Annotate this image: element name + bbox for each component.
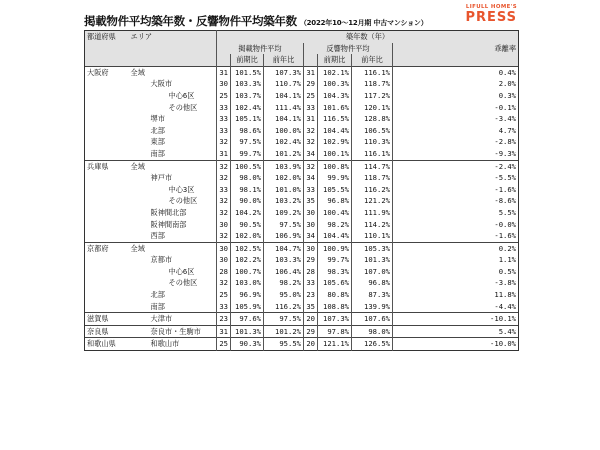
gap-cell: -10.1% xyxy=(405,313,519,326)
col-response-yoy: 前年比 xyxy=(352,54,393,66)
col-response-qoq: 前期比 xyxy=(318,54,352,66)
response-yoy-cell: 139.9% xyxy=(352,301,393,313)
response-qoq-cell: 102.1% xyxy=(318,66,352,78)
pref-cell: 滋賀県 xyxy=(85,313,129,326)
area-cell: 全域 xyxy=(129,242,217,254)
gap-cell: -3.8% xyxy=(405,277,519,289)
listed-years-cell: 25 xyxy=(217,289,231,301)
listed-yoy-cell: 107.3% xyxy=(264,66,304,78)
pref-cell xyxy=(85,230,129,242)
listed-yoy-cell: 109.2% xyxy=(264,207,304,219)
listed-qoq-cell: 100.5% xyxy=(231,160,264,172)
gap-cell: 0.4% xyxy=(405,66,519,78)
col-listed: 掲載物件平均 xyxy=(217,43,304,55)
pref-cell xyxy=(85,207,129,219)
area-cell: 神戸市 xyxy=(150,173,173,183)
table-row xyxy=(85,230,519,242)
gap-cell: 4.7% xyxy=(405,125,519,137)
spacer-cell xyxy=(393,172,405,184)
listed-qoq-cell: 90.3% xyxy=(231,338,264,351)
listed-years-cell: 31 xyxy=(217,325,231,338)
gap-cell: 11.8% xyxy=(405,289,519,301)
response-years-cell: 32 xyxy=(304,125,318,137)
response-years-cell: 32 xyxy=(304,160,318,172)
listed-qoq-cell: 96.9% xyxy=(231,289,264,301)
listed-qoq-cell: 101.5% xyxy=(231,66,264,78)
response-qoq-cell: 104.4% xyxy=(318,125,352,137)
listed-yoy-cell: 104.1% xyxy=(264,90,304,102)
listed-qoq-cell: 102.2% xyxy=(231,254,264,266)
pref-cell xyxy=(85,219,129,231)
response-years-cell: 30 xyxy=(304,219,318,231)
table-row xyxy=(85,301,519,313)
listed-yoy-cell: 101.0% xyxy=(264,184,304,196)
response-yoy-cell: 107.0% xyxy=(352,266,393,278)
listed-yoy-cell: 104.1% xyxy=(264,113,304,125)
listed-qoq-cell: 98.1% xyxy=(231,184,264,196)
listed-years-cell: 31 xyxy=(217,148,231,160)
listed-qoq-cell: 102.4% xyxy=(231,102,264,114)
spacer-cell xyxy=(393,254,405,266)
listed-yoy-cell: 97.5% xyxy=(264,313,304,326)
building-age-table xyxy=(84,30,519,351)
pref-cell xyxy=(85,195,129,207)
pref-cell: 京都府 xyxy=(85,242,129,254)
response-qoq-cell: 121.1% xyxy=(318,338,352,351)
area-cell: 京都市 xyxy=(150,255,173,265)
listed-qoq-cell: 102.5% xyxy=(231,242,264,254)
response-years-cell: 33 xyxy=(304,184,318,196)
table-row xyxy=(85,90,519,102)
response-yoy-cell: 121.2% xyxy=(352,195,393,207)
listed-yoy-cell: 98.2% xyxy=(264,277,304,289)
response-yoy-cell: 96.8% xyxy=(352,277,393,289)
area-cell: 南部 xyxy=(150,301,165,311)
listed-qoq-cell: 99.7% xyxy=(231,148,264,160)
response-years-cell: 30 xyxy=(304,207,318,219)
response-years-cell: 35 xyxy=(304,301,318,313)
gap-cell: -5.5% xyxy=(405,172,519,184)
response-yoy-cell: 114.7% xyxy=(352,160,393,172)
listed-qoq-cell: 97.5% xyxy=(231,136,264,148)
col-area: エリア xyxy=(130,32,153,41)
listed-qoq-cell: 105.1% xyxy=(231,113,264,125)
gap-cell: -10.0% xyxy=(405,338,519,351)
pref-cell: 大阪府 xyxy=(85,66,129,78)
listed-yoy-cell: 110.7% xyxy=(264,78,304,90)
listed-years-cell: 33 xyxy=(217,113,231,125)
response-years-cell: 33 xyxy=(304,277,318,289)
response-qoq-cell: 104.3% xyxy=(318,90,352,102)
gap-cell: -9.3% xyxy=(405,148,519,160)
spacer-cell xyxy=(393,90,405,102)
response-qoq-cell: 80.8% xyxy=(318,289,352,301)
response-years-cell: 34 xyxy=(304,148,318,160)
listed-qoq-cell: 103.0% xyxy=(231,277,264,289)
response-years-cell: 20 xyxy=(304,313,318,326)
gap-cell: -0.1% xyxy=(405,102,519,114)
response-qoq-cell: 108.8% xyxy=(318,301,352,313)
pref-cell xyxy=(85,148,129,160)
response-yoy-cell: 116.2% xyxy=(352,184,393,196)
spacer-cell xyxy=(393,277,405,289)
spacer-cell xyxy=(393,78,405,90)
pref-cell xyxy=(85,136,129,148)
response-yoy-cell: 105.3% xyxy=(352,242,393,254)
area-cell: 大津市 xyxy=(129,313,217,326)
response-qoq-cell: 105.6% xyxy=(318,277,352,289)
pref-cell xyxy=(85,277,129,289)
spacer-cell xyxy=(393,313,405,326)
listed-qoq-cell: 98.6% xyxy=(231,125,264,137)
table-row xyxy=(85,184,519,196)
response-yoy-cell: 107.6% xyxy=(352,313,393,326)
area-cell: 全域 xyxy=(129,160,217,172)
page-subtitle: （2022年10～12月期 中古マンション） xyxy=(299,19,428,27)
listed-years-cell: 33 xyxy=(217,184,231,196)
response-yoy-cell: 116.1% xyxy=(352,148,393,160)
response-yoy-cell: 118.7% xyxy=(352,172,393,184)
gap-cell: 1.1% xyxy=(405,254,519,266)
table-row xyxy=(85,242,519,254)
response-yoy-cell: 106.5% xyxy=(352,125,393,137)
area-cell: 阪神間北部 xyxy=(150,207,187,217)
spacer-cell xyxy=(393,289,405,301)
response-yoy-cell: 120.1% xyxy=(352,102,393,114)
table-row xyxy=(85,325,519,338)
col-listed-yoy: 前年比 xyxy=(264,54,304,66)
pref-cell: 和歌山県 xyxy=(85,338,129,351)
response-yoy-cell: 116.1% xyxy=(352,66,393,78)
listed-years-cell: 30 xyxy=(217,78,231,90)
listed-years-cell: 30 xyxy=(217,219,231,231)
pref-cell xyxy=(85,125,129,137)
response-yoy-cell: 110.1% xyxy=(352,230,393,242)
table-row xyxy=(85,78,519,90)
brand-logo xyxy=(455,4,517,24)
response-qoq-cell: 100.9% xyxy=(318,242,352,254)
listed-yoy-cell: 101.2% xyxy=(264,325,304,338)
pref-cell xyxy=(85,254,129,266)
spacer-cell xyxy=(393,102,405,114)
col-listed-qoq: 前期比 xyxy=(231,54,264,66)
gap-cell: -0.0% xyxy=(405,219,519,231)
response-yoy-cell: 126.5% xyxy=(352,338,393,351)
spacer-cell xyxy=(393,301,405,313)
gap-cell: 5.5% xyxy=(405,207,519,219)
spacer-cell xyxy=(393,136,405,148)
response-qoq-cell: 107.3% xyxy=(318,313,352,326)
page-title: 掲載物件平均築年数・反響物件平均築年数 xyxy=(84,14,297,28)
gap-cell: -2.8% xyxy=(405,136,519,148)
area-cell: 全域 xyxy=(129,66,217,78)
response-qoq-cell: 105.5% xyxy=(318,184,352,196)
response-years-cell: 34 xyxy=(304,230,318,242)
response-years-cell: 25 xyxy=(304,90,318,102)
table-row xyxy=(85,254,519,266)
listed-years-cell: 25 xyxy=(217,90,231,102)
response-qoq-cell: 99.9% xyxy=(318,172,352,184)
gap-cell: 2.0% xyxy=(405,78,519,90)
table-row xyxy=(85,266,519,278)
spacer-cell xyxy=(393,113,405,125)
response-qoq-cell: 99.7% xyxy=(318,254,352,266)
spacer-cell xyxy=(393,207,405,219)
gap-cell: 0.5% xyxy=(405,266,519,278)
gap-cell: -3.4% xyxy=(405,113,519,125)
table-row xyxy=(85,207,519,219)
pref-cell xyxy=(85,184,129,196)
table-row xyxy=(85,172,519,184)
listed-qoq-cell: 102.0% xyxy=(231,230,264,242)
col-response: 反響物件平均 xyxy=(304,43,393,55)
response-yoy-cell: 111.9% xyxy=(352,207,393,219)
listed-years-cell: 33 xyxy=(217,125,231,137)
response-years-cell: 33 xyxy=(304,102,318,114)
area-cell: 堺市 xyxy=(150,114,165,124)
listed-yoy-cell: 102.4% xyxy=(264,136,304,148)
response-years-cell: 34 xyxy=(304,172,318,184)
response-yoy-cell: 98.0% xyxy=(352,325,393,338)
pref-cell xyxy=(85,289,129,301)
listed-years-cell: 32 xyxy=(217,230,231,242)
response-years-cell: 31 xyxy=(304,113,318,125)
response-yoy-cell: 101.3% xyxy=(352,254,393,266)
area-cell: 中心6区 xyxy=(168,266,195,276)
listed-years-cell: 32 xyxy=(217,277,231,289)
pref-cell: 奈良県 xyxy=(85,325,129,338)
response-years-cell: 35 xyxy=(304,195,318,207)
gap-cell: -1.6% xyxy=(405,184,519,196)
table-row xyxy=(85,102,519,114)
listed-qoq-cell: 100.7% xyxy=(231,266,264,278)
listed-yoy-cell: 104.7% xyxy=(264,242,304,254)
listed-years-cell: 32 xyxy=(217,172,231,184)
gap-cell: -8.6% xyxy=(405,195,519,207)
listed-qoq-cell: 98.0% xyxy=(231,172,264,184)
logo-big-text: PRESS xyxy=(465,10,517,25)
listed-qoq-cell: 104.2% xyxy=(231,207,264,219)
area-cell: 大阪市 xyxy=(150,79,173,89)
listed-qoq-cell: 97.6% xyxy=(231,313,264,326)
response-qoq-cell: 100.1% xyxy=(318,148,352,160)
response-qoq-cell: 98.2% xyxy=(318,219,352,231)
response-qoq-cell: 100.8% xyxy=(318,160,352,172)
listed-yoy-cell: 111.4% xyxy=(264,102,304,114)
response-yoy-cell: 117.2% xyxy=(352,90,393,102)
listed-qoq-cell: 101.3% xyxy=(231,325,264,338)
area-cell: 西部 xyxy=(150,231,165,241)
pref-cell xyxy=(85,78,129,90)
pref-cell xyxy=(85,266,129,278)
listed-yoy-cell: 106.9% xyxy=(264,230,304,242)
listed-years-cell: 32 xyxy=(217,195,231,207)
listed-yoy-cell: 95.0% xyxy=(264,289,304,301)
table-row xyxy=(85,277,519,289)
listed-yoy-cell: 116.2% xyxy=(264,301,304,313)
col-years: 築年数（年） xyxy=(217,31,519,43)
table-row xyxy=(85,66,519,78)
gap-cell: -1.6% xyxy=(405,230,519,242)
area-cell: 北部 xyxy=(150,125,165,135)
table-row xyxy=(85,113,519,125)
response-years-cell: 31 xyxy=(304,66,318,78)
listed-qoq-cell: 103.7% xyxy=(231,90,264,102)
area-cell: 奈良市・生駒市 xyxy=(129,325,217,338)
response-qoq-cell: 100.4% xyxy=(318,207,352,219)
pref-cell xyxy=(85,90,129,102)
response-years-cell: 28 xyxy=(304,266,318,278)
response-qoq-cell: 100.3% xyxy=(318,78,352,90)
area-cell: 和歌山市 xyxy=(129,338,217,351)
spacer-cell xyxy=(393,242,405,254)
listed-years-cell: 28 xyxy=(217,266,231,278)
listed-yoy-cell: 106.4% xyxy=(264,266,304,278)
response-years-cell: 29 xyxy=(304,254,318,266)
table-row xyxy=(85,289,519,301)
table-row xyxy=(85,313,519,326)
listed-yoy-cell: 103.2% xyxy=(264,195,304,207)
area-cell: その他区 xyxy=(168,102,198,112)
response-yoy-cell: 128.8% xyxy=(352,113,393,125)
col-gap: 乖離率 xyxy=(393,43,519,55)
table-row xyxy=(85,148,519,160)
listed-years-cell: 31 xyxy=(217,66,231,78)
listed-years-cell: 33 xyxy=(217,102,231,114)
listed-years-cell: 30 xyxy=(217,254,231,266)
listed-yoy-cell: 97.5% xyxy=(264,219,304,231)
response-qoq-cell: 104.4% xyxy=(318,230,352,242)
gap-cell: 0.2% xyxy=(405,242,519,254)
spacer-cell xyxy=(393,266,405,278)
response-qoq-cell: 98.3% xyxy=(318,266,352,278)
listed-yoy-cell: 102.0% xyxy=(264,172,304,184)
spacer-cell xyxy=(393,148,405,160)
area-cell: その他区 xyxy=(168,196,198,206)
table-body xyxy=(85,66,519,350)
response-qoq-cell: 116.5% xyxy=(318,113,352,125)
response-qoq-cell: 96.8% xyxy=(318,195,352,207)
response-years-cell: 20 xyxy=(304,338,318,351)
listed-yoy-cell: 103.3% xyxy=(264,254,304,266)
spacer-cell xyxy=(393,230,405,242)
gap-cell: 0.3% xyxy=(405,90,519,102)
listed-years-cell: 32 xyxy=(217,160,231,172)
response-yoy-cell: 110.3% xyxy=(352,136,393,148)
listed-years-cell: 23 xyxy=(217,313,231,326)
response-years-cell: 29 xyxy=(304,325,318,338)
response-years-cell: 32 xyxy=(304,136,318,148)
area-cell: その他区 xyxy=(168,278,198,288)
listed-years-cell: 25 xyxy=(217,338,231,351)
listed-years-cell: 30 xyxy=(217,242,231,254)
table-row xyxy=(85,125,519,137)
area-cell: 南部 xyxy=(150,148,165,158)
table-row xyxy=(85,219,519,231)
listed-yoy-cell: 103.9% xyxy=(264,160,304,172)
gap-cell: -2.4% xyxy=(405,160,519,172)
response-yoy-cell: 118.7% xyxy=(352,78,393,90)
area-cell: 阪神間南部 xyxy=(150,219,187,229)
listed-qoq-cell: 103.3% xyxy=(231,78,264,90)
spacer-cell xyxy=(393,66,405,78)
spacer-cell xyxy=(393,184,405,196)
pref-cell xyxy=(85,102,129,114)
pref-cell xyxy=(85,113,129,125)
pref-cell xyxy=(85,172,129,184)
area-cell: 中心3区 xyxy=(168,184,195,194)
response-yoy-cell: 87.3% xyxy=(352,289,393,301)
area-cell: 北部 xyxy=(150,290,165,300)
listed-years-cell: 33 xyxy=(217,301,231,313)
listed-years-cell: 32 xyxy=(217,207,231,219)
spacer-cell xyxy=(393,219,405,231)
response-qoq-cell: 102.9% xyxy=(318,136,352,148)
spacer-cell xyxy=(393,338,405,351)
area-cell: 東部 xyxy=(150,137,165,147)
logo-small-text: LIFULL HOME'S xyxy=(465,4,517,10)
response-qoq-cell: 97.8% xyxy=(318,325,352,338)
table-row xyxy=(85,160,519,172)
listed-years-cell: 32 xyxy=(217,136,231,148)
listed-yoy-cell: 95.5% xyxy=(264,338,304,351)
table-row xyxy=(85,195,519,207)
table-row xyxy=(85,136,519,148)
response-years-cell: 30 xyxy=(304,242,318,254)
pref-cell xyxy=(85,301,129,313)
area-cell: 中心6区 xyxy=(168,90,195,100)
listed-qoq-cell: 90.5% xyxy=(231,219,264,231)
response-qoq-cell: 101.6% xyxy=(318,102,352,114)
listed-qoq-cell: 105.9% xyxy=(231,301,264,313)
spacer-cell xyxy=(393,195,405,207)
response-years-cell: 23 xyxy=(304,289,318,301)
response-yoy-cell: 114.2% xyxy=(352,219,393,231)
table-row xyxy=(85,338,519,351)
pref-cell: 兵庫県 xyxy=(85,160,129,172)
spacer-cell xyxy=(393,325,405,338)
response-years-cell: 29 xyxy=(304,78,318,90)
gap-cell: -4.4% xyxy=(405,301,519,313)
gap-cell: 5.4% xyxy=(405,325,519,338)
spacer-cell xyxy=(393,160,405,172)
spacer-cell xyxy=(393,125,405,137)
col-pref: 都道府県 xyxy=(85,31,129,43)
listed-yoy-cell: 100.0% xyxy=(264,125,304,137)
listed-qoq-cell: 90.0% xyxy=(231,195,264,207)
listed-yoy-cell: 101.2% xyxy=(264,148,304,160)
